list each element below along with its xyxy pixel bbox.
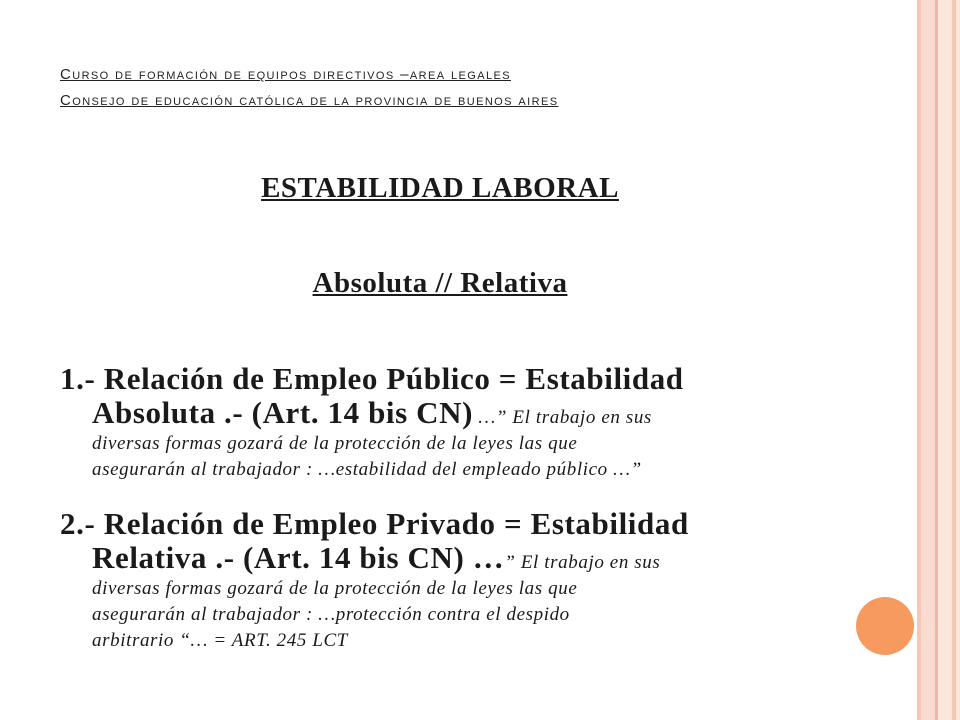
item-quote-text: asegurarán al trabajador : …protección contra el despido <box>92 604 570 625</box>
item-heading: 1.- Relación de Empleo Público = Estabilidad <box>60 361 684 396</box>
item-quote-start: …” El trabajo en sus <box>473 407 652 428</box>
list-item-public-employment <box>60 362 840 483</box>
item-quote-start: ” El trabajo en sus <box>504 552 661 573</box>
item-heading: 2.- Relación de Empleo Privado = Estabilidad <box>60 506 689 541</box>
list-item-private-employment <box>60 507 840 654</box>
item-quote-text: diversas formas gozará de la protección de la leyes las que <box>92 433 578 454</box>
item-quote-text: asegurarán al trabajador : …estabilidad del empleado público …” <box>92 459 642 480</box>
item-quote-text: diversas formas gozará de la protección de la leyes las que <box>92 578 578 599</box>
item-heading-continuation: Absoluta .- (Art. 14 bis CN) <box>92 395 474 430</box>
slide-title: ESTABILIDAD LABORAL <box>261 172 619 204</box>
decorative-side-stripe <box>917 0 960 720</box>
decorative-orange-circle <box>856 597 914 655</box>
slide-header <box>60 62 558 114</box>
header-line-course: Curso de formación de equipos directivos –area legales <box>60 66 511 83</box>
slide-subtitle: Absoluta // Relativa <box>312 267 568 299</box>
stripe-band <box>938 0 952 720</box>
stripe-band <box>956 0 960 720</box>
item-heading-continuation: Relativa .- (Art. 14 bis CN) … <box>92 540 505 575</box>
item-quote-text: arbitrario “… = ART. 245 LCT <box>92 630 348 651</box>
header-line-council: Consejo de educación católica de la provincia de buenos aires <box>60 92 559 109</box>
stripe-band <box>921 0 935 720</box>
